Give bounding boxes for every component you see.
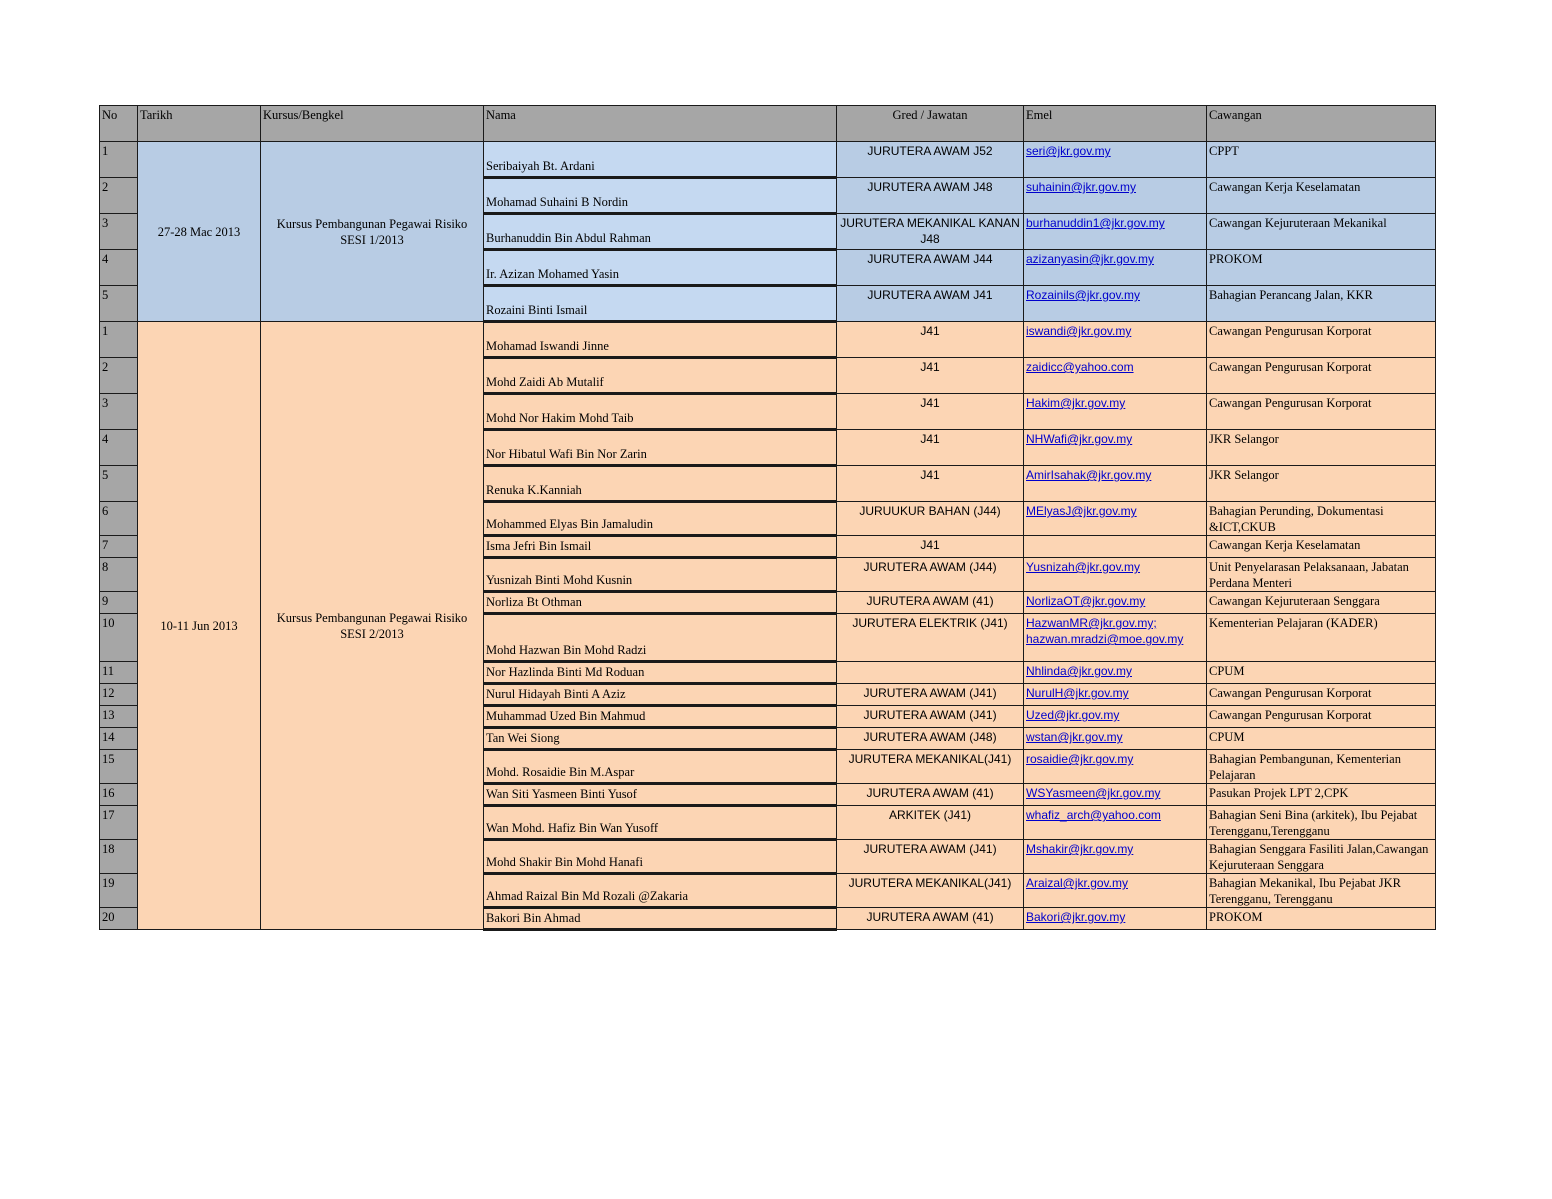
participant-grade: [837, 662, 1024, 684]
participant-name: Bakori Bin Ahmad: [484, 908, 837, 930]
participant-branch: PROKOM: [1207, 250, 1436, 286]
participant-email: [1024, 430, 1207, 466]
row-number: 8: [100, 558, 138, 592]
participant-email: [1024, 614, 1207, 662]
participant-branch: Kementerian Pelajaran (KADER): [1207, 614, 1436, 662]
email-link[interactable]: HazwanMR@jkr.gov.my;: [1026, 616, 1157, 630]
header-no: No: [100, 106, 138, 142]
participant-branch: PROKOM: [1207, 908, 1436, 930]
row-number: 4: [100, 430, 138, 466]
participant-grade: JURUTERA AWAM (J44): [837, 558, 1024, 592]
participant-branch: Cawangan Pengurusan Korporat: [1207, 706, 1436, 728]
row-number: 18: [100, 840, 138, 874]
email-link[interactable]: MElyasJ@jkr.gov.my: [1026, 504, 1137, 518]
email-link[interactable]: WSYasmeen@jkr.gov.my: [1026, 786, 1161, 800]
participant-email: [1024, 662, 1207, 684]
table-row: [100, 322, 1436, 358]
email-link[interactable]: Yusnizah@jkr.gov.my: [1026, 560, 1141, 574]
row-number: 1: [100, 322, 138, 358]
participant-email: [1024, 684, 1207, 706]
participant-name: Nor Hibatul Wafi Bin Nor Zarin: [484, 430, 837, 466]
participant-name: Nurul Hidayah Binti A Aziz: [484, 684, 837, 706]
participant-branch: Bahagian Mekanikal, Ibu Pejabat JKR Terengganu, Terengganu: [1207, 874, 1436, 908]
participant-email: [1024, 806, 1207, 840]
email-link[interactable]: suhainin@jkr.gov.my: [1026, 180, 1137, 194]
participant-name: Mohd Hazwan Bin Mohd Radzi: [484, 614, 837, 662]
participant-grade: JURUTERA MEKANIKAL KANAN J48: [837, 214, 1024, 250]
participant-email: [1024, 214, 1207, 250]
participant-name: Nor Hazlinda Binti Md Roduan: [484, 662, 837, 684]
participant-name: Rozaini Binti Ismail: [484, 286, 837, 322]
participant-branch: Cawangan Kerja Keselamatan: [1207, 178, 1436, 214]
participant-branch: Cawangan Pengurusan Korporat: [1207, 322, 1436, 358]
header-email: Emel: [1024, 106, 1207, 142]
participant-grade: JURUTERA MEKANIKAL(J41): [837, 874, 1024, 908]
participant-email: [1024, 750, 1207, 784]
row-number: 16: [100, 784, 138, 806]
session-course: Kursus Pembangunan Pegawai Risiko SESI 1/2013: [261, 142, 484, 322]
participant-grade: J41: [837, 394, 1024, 430]
header-grade: Gred / Jawatan: [837, 106, 1024, 142]
participant-grade: JURUTERA AWAM (41): [837, 592, 1024, 614]
participant-name: Seribaiyah Bt. Ardani: [484, 142, 837, 178]
participant-grade: JURUTERA ELEKTRIK (J41): [837, 614, 1024, 662]
participant-name: Mohd. Rosaidie Bin M.Aspar: [484, 750, 837, 784]
row-number: 19: [100, 874, 138, 908]
email-link[interactable]: hazwan.mradzi@moe.gov.my: [1026, 632, 1184, 646]
participant-grade: J41: [837, 536, 1024, 558]
participant-name: Mohd Nor Hakim Mohd Taib: [484, 394, 837, 430]
row-number: 2: [100, 358, 138, 394]
participant-name: Mohd Shakir Bin Mohd Hanafi: [484, 840, 837, 874]
participant-grade: JURUTERA AWAM (J48): [837, 728, 1024, 750]
participant-branch: Bahagian Pembangunan, Kementerian Pelajaran: [1207, 750, 1436, 784]
participant-branch: CPUM: [1207, 662, 1436, 684]
table-body: [100, 142, 1436, 930]
row-number: 10: [100, 614, 138, 662]
participant-name: Mohammed Elyas Bin Jamaludin: [484, 502, 837, 536]
email-link[interactable]: Bakori@jkr.gov.my: [1026, 910, 1126, 924]
participant-branch: CPPT: [1207, 142, 1436, 178]
participant-branch: Unit Penyelarasan Pelaksanaan, Jabatan Perdana Menteri: [1207, 558, 1436, 592]
row-number: 6: [100, 502, 138, 536]
participant-branch: Bahagian Perunding, Dokumentasi &ICT,CKUB: [1207, 502, 1436, 536]
participant-branch: Cawangan Kejuruteraan Senggara: [1207, 592, 1436, 614]
row-number: 9: [100, 592, 138, 614]
email-link[interactable]: whafiz_arch@yahoo.com: [1026, 808, 1161, 822]
participant-grade: JURUTERA AWAM (J41): [837, 684, 1024, 706]
session-date: 27-28 Mac 2013: [138, 142, 261, 322]
row-number: 5: [100, 286, 138, 322]
participant-email: [1024, 908, 1207, 930]
email-link[interactable]: NHWafi@jkr.gov.my: [1026, 432, 1133, 446]
email-link[interactable]: NurulH@jkr.gov.my: [1026, 686, 1129, 700]
participant-branch: CPUM: [1207, 728, 1436, 750]
participant-name: Wan Mohd. Hafiz Bin Wan Yusoff: [484, 806, 837, 840]
email-link[interactable]: burhanuddin1@jkr.gov.my: [1026, 216, 1165, 230]
email-link[interactable]: wstan@jkr.gov.my: [1026, 730, 1123, 744]
row-number: 5: [100, 466, 138, 502]
participants-table: [99, 105, 1436, 931]
row-number: 3: [100, 394, 138, 430]
email-link[interactable]: rosaidie@jkr.gov.my: [1026, 752, 1134, 766]
participant-grade: JURUTERA AWAM (41): [837, 908, 1024, 930]
participant-branch: Cawangan Kejuruteraan Mekanikal: [1207, 214, 1436, 250]
participant-email: [1024, 142, 1207, 178]
email-link[interactable]: iswandi@jkr.gov.my: [1026, 324, 1132, 338]
participant-email: [1024, 536, 1207, 558]
participant-branch: Cawangan Kerja Keselamatan: [1207, 536, 1436, 558]
participant-email: [1024, 394, 1207, 430]
participant-name: Yusnizah Binti Mohd Kusnin: [484, 558, 837, 592]
participant-branch: Cawangan Pengurusan Korporat: [1207, 394, 1436, 430]
participant-name: Ahmad Raizal Bin Md Rozali @Zakaria: [484, 874, 837, 908]
participant-grade: JURUTERA AWAM J52: [837, 142, 1024, 178]
email-link[interactable]: seri@jkr.gov.my: [1026, 144, 1111, 158]
row-number: 11: [100, 662, 138, 684]
participant-email: [1024, 784, 1207, 806]
row-number: 7: [100, 536, 138, 558]
participant-email: [1024, 728, 1207, 750]
participant-branch: Cawangan Pengurusan Korporat: [1207, 684, 1436, 706]
participant-name: Mohd Zaidi Ab Mutalif: [484, 358, 837, 394]
participant-grade: J41: [837, 466, 1024, 502]
table-row: [100, 142, 1436, 178]
email-link[interactable]: Rozainils@jkr.gov.my: [1026, 288, 1140, 302]
session-course: Kursus Pembangunan Pegawai Risiko SESI 2/2013: [261, 322, 484, 930]
email-link[interactable]: Hakim@jkr.gov.my: [1026, 396, 1126, 410]
participant-grade: ARKITEK (J41): [837, 806, 1024, 840]
header-row: [100, 106, 1436, 142]
participant-name: Ir. Azizan Mohamed Yasin: [484, 250, 837, 286]
participant-branch: JKR Selangor: [1207, 466, 1436, 502]
participant-email: [1024, 250, 1207, 286]
participant-branch: Bahagian Senggara Fasiliti Jalan,Cawangan Kejuruteraan Senggara: [1207, 840, 1436, 874]
participant-grade: JURUUKUR BAHAN (J44): [837, 502, 1024, 536]
participant-name: Tan Wei Siong: [484, 728, 837, 750]
participant-branch: Bahagian Seni Bina (arkitek), Ibu Pejabat Terengganu,Terengganu: [1207, 806, 1436, 840]
participant-email: [1024, 466, 1207, 502]
participant-name: Muhammad Uzed Bin Mahmud: [484, 706, 837, 728]
participant-name: Norliza Bt Othman: [484, 592, 837, 614]
participant-email: [1024, 322, 1207, 358]
row-number: 13: [100, 706, 138, 728]
participant-email: [1024, 592, 1207, 614]
participant-name: Mohamad Suhaini B Nordin: [484, 178, 837, 214]
participant-branch: JKR Selangor: [1207, 430, 1436, 466]
email-link[interactable]: Uzed@jkr.gov.my: [1026, 708, 1120, 722]
row-number: 17: [100, 806, 138, 840]
participant-name: Wan Siti Yasmeen Binti Yusof: [484, 784, 837, 806]
participant-grade: JURUTERA AWAM (J41): [837, 840, 1024, 874]
header-course: Kursus/Bengkel: [261, 106, 484, 142]
participant-email: [1024, 178, 1207, 214]
participant-grade: J41: [837, 358, 1024, 394]
session-date: 10-11 Jun 2013: [138, 322, 261, 930]
participant-grade: JURUTERA AWAM J48: [837, 178, 1024, 214]
participant-name: Mohamad Iswandi Jinne: [484, 322, 837, 358]
participant-email: [1024, 286, 1207, 322]
participant-grade: JURUTERA AWAM J44: [837, 250, 1024, 286]
row-number: 3: [100, 214, 138, 250]
header-branch: Cawangan: [1207, 106, 1436, 142]
participant-branch: Bahagian Perancang Jalan, KKR: [1207, 286, 1436, 322]
row-number: 2: [100, 178, 138, 214]
header-name: Nama: [484, 106, 837, 142]
row-number: 15: [100, 750, 138, 784]
row-number: 12: [100, 684, 138, 706]
email-link[interactable]: zaidicc@yahoo.com: [1026, 360, 1134, 374]
email-link[interactable]: AmirIsahak@jkr.gov.my: [1026, 468, 1152, 482]
email-link[interactable]: Nhlinda@jkr.gov.my: [1026, 664, 1132, 678]
email-link[interactable]: NorlizaOT@jkr.gov.my: [1026, 594, 1146, 608]
participant-grade: JURUTERA AWAM (41): [837, 784, 1024, 806]
participant-grade: JURUTERA MEKANIKAL(J41): [837, 750, 1024, 784]
participant-name: Renuka K.Kanniah: [484, 466, 837, 502]
participant-grade: JURUTERA AWAM (J41): [837, 706, 1024, 728]
header-date: Tarikh: [138, 106, 261, 142]
participant-name: Isma Jefri Bin Ismail: [484, 536, 837, 558]
participant-name: Burhanuddin Bin Abdul Rahman: [484, 214, 837, 250]
participant-email: [1024, 358, 1207, 394]
participant-branch: Pasukan Projek LPT 2,CPK: [1207, 784, 1436, 806]
email-link[interactable]: Araizal@jkr.gov.my: [1026, 876, 1128, 890]
participant-branch: Cawangan Pengurusan Korporat: [1207, 358, 1436, 394]
email-link[interactable]: azizanyasin@jkr.gov.my: [1026, 252, 1155, 266]
participant-grade: JURUTERA AWAM J41: [837, 286, 1024, 322]
row-number: 20: [100, 908, 138, 930]
row-number: 1: [100, 142, 138, 178]
participant-email: [1024, 874, 1207, 908]
row-number: 4: [100, 250, 138, 286]
row-number: 14: [100, 728, 138, 750]
participant-grade: J41: [837, 430, 1024, 466]
email-link[interactable]: Mshakir@jkr.gov.my: [1026, 842, 1134, 856]
participant-email: [1024, 840, 1207, 874]
participant-email: [1024, 502, 1207, 536]
participant-email: [1024, 558, 1207, 592]
participant-email: [1024, 706, 1207, 728]
participant-grade: J41: [837, 322, 1024, 358]
